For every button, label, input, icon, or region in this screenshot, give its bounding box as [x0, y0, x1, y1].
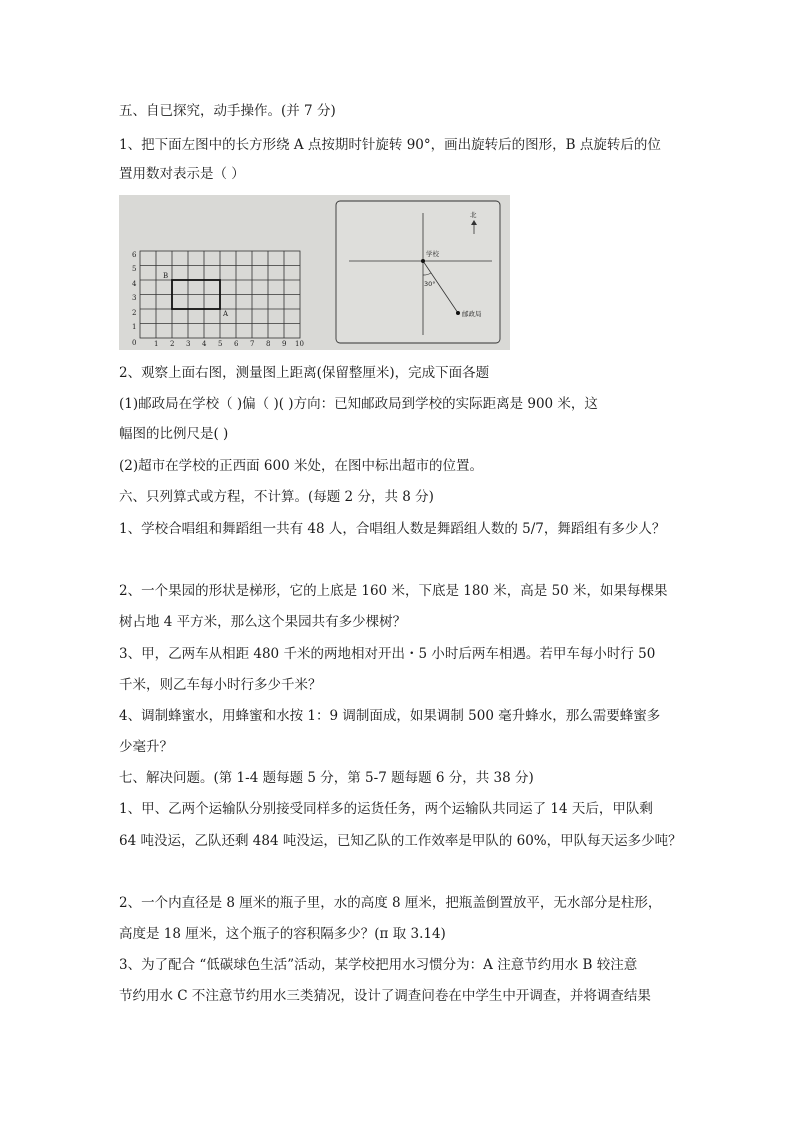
s6-question-4-line-1: 4、调制蜂蜜水，用蜂蜜和水按 1：9 调制面成，如果调制 500 毫升蜂水，那么需要蜂蜜多	[119, 708, 661, 724]
x-tick-2: 2	[170, 340, 175, 348]
s6-question-2-line-2: 树占地 4 平方米，那么这个果园共有多少棵树？	[119, 614, 407, 630]
exercise-figure	[119, 195, 510, 350]
s6-question-2-line-1: 2、一个果园的形状是梯形，它的上底是 160 米，下底是 180 米，高是 50 米，如果每棵果	[119, 583, 668, 599]
s5-question-1-line-1: 1、把下面左图中的长方形绕 A 点按期时针旋转 90°，画出旋转后的图形，B 点旋转后的位	[119, 137, 661, 153]
s6-question-1: 1、学校合唱组和舞蹈组一共有 48 人，合唱组人数是舞蹈组人数的 5/7，舞蹈组有多少人？	[119, 521, 666, 537]
x-tick-6: 6	[234, 340, 239, 348]
y-tick-2: 2	[132, 309, 137, 317]
point-b-label: B	[163, 272, 169, 280]
x-tick-3: 3	[186, 340, 191, 348]
x-tick-1: 1	[154, 340, 159, 348]
section-6-title: 六、只列算式或方程，不计算。(每题 2 分，共 8 分)	[119, 489, 434, 505]
s7-question-2-line-1: 2、一个内直径是 8 厘米的瓶子里，水的高度 8 厘米，把瓶盖倒置放平，无水部分是柱形，	[119, 895, 662, 911]
s5-question-2-line-3: 幅图的比例尺是( )	[119, 426, 229, 442]
x-tick-5: 5	[218, 340, 223, 348]
section-5-title: 五、自已探究，动手操作。(并 7 分)	[119, 103, 336, 119]
y-tick-3: 3	[132, 294, 137, 302]
school-point	[421, 259, 425, 263]
s7-question-2-line-2: 高度是 18 厘米，这个瓶子的容积隔多少？(π 取 3.14)	[119, 926, 446, 942]
y-tick-1: 1	[132, 323, 137, 331]
y-tick-5: 5	[132, 265, 137, 273]
north-label: 北	[470, 211, 477, 219]
post-office-label: 邮政局	[462, 310, 482, 318]
s7-question-1-line-2: 64 吨没运，乙队还剩 484 吨没运，已知乙队的工作效率是甲队的 60%，甲队每天运多少吨？	[119, 833, 682, 849]
angle-label: 30°	[424, 280, 436, 288]
s7-question-3-line-2: 节约用水 C 不注意节约用水三类猜况，设计了调查问卷在中学生中开调查，并将调查结果	[119, 988, 651, 1004]
x-tick-9: 9	[282, 340, 287, 348]
s6-question-3-line-1: 3、甲，乙两车从相距 480 千米的两地相对开出・5 小时后两车相遇。若甲车每小时行 50	[119, 646, 656, 662]
s5-question-2-line-1: 2、观察上面右图，测量图上距离(保留整厘米)，完成下面各题	[119, 365, 490, 381]
x-tick-4: 4	[202, 340, 207, 348]
s5-question-1-line-2: 置用数对表示是（ ）	[119, 166, 245, 182]
s5-question-2-line-2: (1)邮政局在学校（ )偏（ )( )方向：已知邮政局到学校的实际距离是 900 米，这	[119, 396, 598, 412]
s6-question-4-line-2: 少毫升？	[119, 739, 173, 755]
x-tick-10: 10	[295, 340, 304, 348]
section-7-title: 七、解决问题。(第 1-4 题每题 5 分，第 5-7 题每题 6 分，共 38 分)	[119, 770, 534, 786]
school-label: 学校	[426, 250, 439, 258]
s7-question-3-line-1: 3、为了配合 “低碳球色生活”活动，某学校把用水习惯分为：A 注意节约用水 B 较注意	[119, 957, 638, 973]
s6-question-3-line-2: 千米，则乙车每小时行多少千米？	[119, 677, 322, 693]
post-office-point	[456, 311, 460, 315]
y-tick-6: 6	[132, 251, 137, 259]
s7-question-1-line-1: 1、甲、乙两个运输队分别接受同样多的运货任务，两个运输队共同运了 14 天后，甲队剩	[119, 801, 653, 817]
x-tick-0: 0	[132, 339, 137, 347]
map-frame	[336, 201, 500, 343]
x-tick-8: 8	[266, 340, 271, 348]
x-tick-7: 7	[250, 340, 255, 348]
point-a-label: A	[223, 310, 229, 318]
y-tick-4: 4	[132, 280, 137, 288]
s5-question-2-line-4: (2)超市在学校的正西面 600 米处，在图中标出超市的位置。	[119, 458, 483, 474]
